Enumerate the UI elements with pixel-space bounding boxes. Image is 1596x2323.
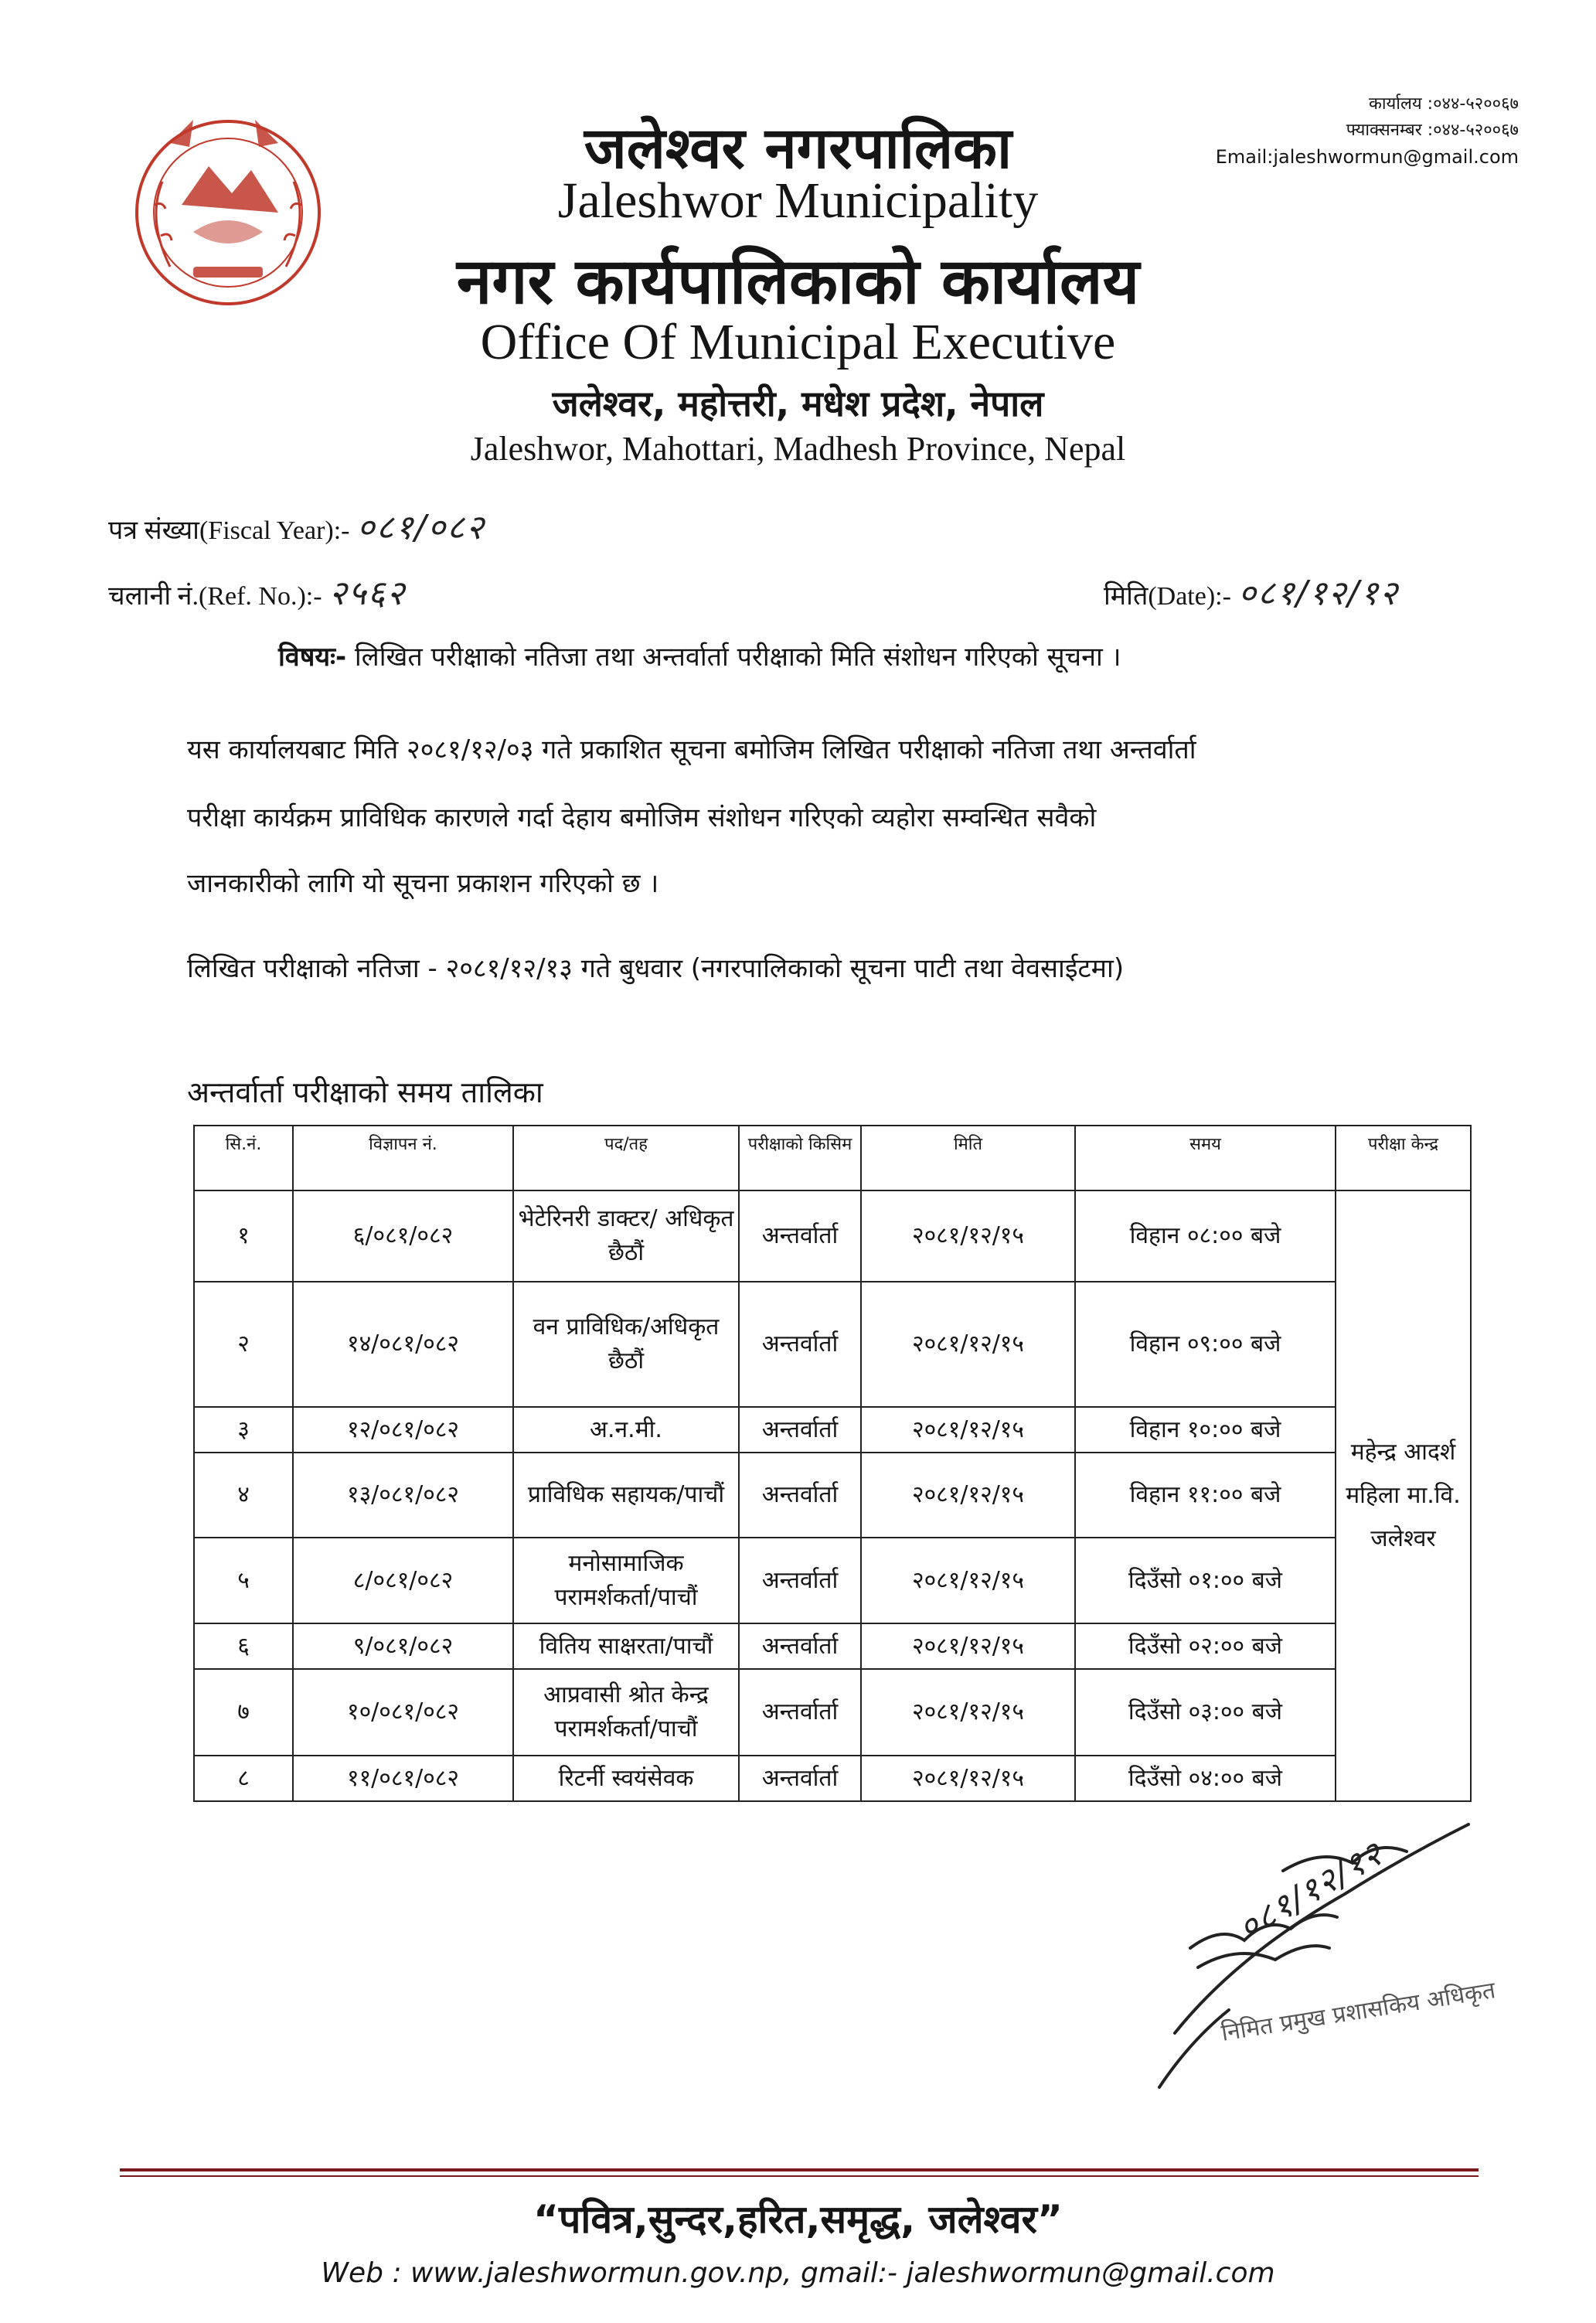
ref-number-field [108,568,406,615]
handwritten-signature [1144,1778,1515,2103]
footer-web-contact: Web : www.jaleshwormun.gov.np, gmail:- jaleshwormun@gmail.com [321,2257,1275,2289]
municipality-name-nepali: जलेश्वर नगरपालिका [584,115,1012,182]
cell-date: २०८१/१२/१५ [861,1669,1075,1756]
table-row [194,1669,1471,1756]
cell-ad-number: १४/०८१/०८२ [293,1282,513,1407]
cell-post: वन प्राविधिक/अधिकृत छैठौं [513,1282,739,1407]
cell-date: २०८१/१२/१५ [861,1407,1075,1453]
cell-sn: ८ [194,1756,293,1801]
cell-ad-number: १०/०८१/०८२ [293,1669,513,1756]
cell-exam-type: अन्तर्वार्ता [739,1282,861,1407]
cell-time: दिउँसो ०४:०० बजे [1075,1756,1336,1801]
schedule-caption: अन्तर्वार्ता परीक्षाको समय तालिका [187,1075,543,1109]
cell-date: २०८१/१२/१५ [861,1282,1075,1407]
cell-exam-type: अन्तर्वार्ता [739,1623,861,1669]
cell-post: आप्रवासी श्रोत केन्द्र परामर्शकर्ता/पाचौं [513,1669,739,1756]
cell-time: दिउँसो ०१:०० बजे [1075,1538,1336,1624]
table-row [194,1453,1471,1538]
cell-date: २०८१/१२/१५ [861,1756,1075,1801]
cell-post: मनोसामाजिक परामर्शकर्ता/पाचौं [513,1538,739,1624]
contact-block [1216,91,1519,170]
officer-stamp: निमित प्रमुख प्रशासकिय अधिकृत [1219,1977,1498,2047]
cell-post: रिटर्नी स्वयंसेवक [513,1756,739,1801]
cell-sn: २ [194,1282,293,1407]
cell-date: २०८१/१२/१५ [861,1453,1075,1538]
cell-date: २०८१/१२/१५ [861,1538,1075,1624]
fiscal-year-field [108,502,485,549]
header-time: समय [1075,1126,1336,1190]
fiscal-year-label: पत्र संख्या(Fiscal Year):- [108,516,350,545]
interview-schedule-table [193,1125,1472,1802]
footer-rule-thin [120,2175,1479,2177]
cell-time: विहान ०९:०० बजे [1075,1282,1336,1407]
cell-time: विहान ०८:०० बजे [1075,1190,1336,1282]
cell-sn: ५ [194,1538,293,1624]
table-row [194,1282,1471,1407]
written-result-line: लिखित परीक्षाको नतिजा - २०८१/१२/१३ गते बुधवार (नगरपालिकाको सूचना पाटी तथा वेवसाईटमा) [187,953,1125,984]
subject-label: विषयः- [278,642,347,673]
footer-slogan: “पवित्र,सुन्दर,हरित,समृद्ध, जलेश्वर” [533,2197,1063,2242]
cell-exam-type: अन्तर्वार्ता [739,1190,861,1282]
table-row [194,1190,1471,1282]
body-line-2: परीक्षा कार्यक्रम प्राविधिक कारणले गर्दा देहाय बमोजिम संशोधन गरिएको व्यहोरा सम्वन्धित सवैको [187,802,1097,833]
date-label: मिति(Date):- [1104,582,1231,611]
cell-exam-type: अन्तर्वार्ता [739,1453,861,1538]
cell-ad-number: १३/०८१/०८२ [293,1453,513,1538]
address-nepali: जलेश्वर, महोत्तरी, मधेश प्रदेश, नेपाल [552,383,1044,424]
address-english: Jaleshwor, Mahottari, Madhesh Province, Nepal [470,430,1126,468]
table-header-row [194,1126,1471,1190]
header-center: परीक्षा केन्द्र [1336,1126,1471,1190]
header-date: मिति [861,1126,1075,1190]
office-name-nepali: नगर कार्यपालिकाको कार्यालय [456,245,1140,318]
cell-time: दिउँसो ०२:०० बजे [1075,1623,1336,1669]
cell-ad-number: ८/०८१/०८२ [293,1538,513,1624]
cell-ad-number: ११/०८१/०८२ [293,1756,513,1801]
cell-sn: १ [194,1190,293,1282]
cell-exam-type: अन्तर्वार्ता [739,1407,861,1453]
cell-time: विहान १०:०० बजे [1075,1407,1336,1453]
cell-post: अ.न.मी. [513,1407,739,1453]
cell-exam-type: अन्तर्वार्ता [739,1538,861,1624]
office-name-english: Office Of Municipal Executive [480,314,1116,370]
contact-email: Email:jaleshwormun@gmail.com [1215,146,1519,168]
table-row [194,1623,1471,1669]
header-sn: सि.नं. [194,1126,293,1190]
cell-sn: ७ [194,1669,293,1756]
signature-date: ०८१/१२/१२ [1231,1834,1390,1949]
cell-exam-center: महेन्द्र आदर्श महिला मा.वि. जलेश्वर [1336,1190,1471,1801]
cell-exam-type: अन्तर्वार्ता [739,1669,861,1756]
table-row [194,1538,1471,1624]
cell-time: विहान ११:०० बजे [1075,1453,1336,1538]
cell-ad-number: ९/०८१/०८२ [293,1623,513,1669]
cell-sn: ३ [194,1407,293,1453]
cell-post: वितिय साक्षरता/पाचौं [513,1623,739,1669]
cell-sn: ६ [194,1623,293,1669]
date-value: ०८१/१२/१२ [1238,574,1399,613]
subject-text: लिखित परीक्षाको नतिजा तथा अन्तर्वार्ता परीक्षाको मिति संशोधन गरिएको सूचना । [354,642,1121,673]
table-row [194,1407,1471,1453]
cell-ad-number: १२/०८१/०८२ [293,1407,513,1453]
header-post: पद/तह [513,1126,739,1190]
municipality-name-english: Jaleshwor Municipality [557,172,1039,229]
cell-post: प्राविधिक सहायक/पाचौं [513,1453,739,1538]
header-ad-number: विज्ञापन नं. [293,1126,513,1190]
fax-number: फ्याक्सनम्बर :०४४-५२००६७ [1346,121,1519,140]
cell-date: २०८१/१२/१५ [861,1623,1075,1669]
cell-post: भेटेरिनरी डाक्टर/ अधिकृत छैठौं [513,1190,739,1282]
subject-line [278,638,1121,673]
ref-number-value: २५६२ [328,574,407,613]
cell-sn: ४ [194,1453,293,1538]
cell-date: २०८१/१२/१५ [861,1190,1075,1282]
cell-ad-number: ६/०८१/०८२ [293,1190,513,1282]
body-line-3: जानकारीको लागि यो सूचना प्रकाशन गरिएको छ । [187,868,659,899]
cell-exam-type: अन्तर्वार्ता [739,1756,861,1801]
office-phone: कार्यालय :०४४-५२००६७ [1368,94,1519,114]
body-line-1: यस कार्यालयबाट मिति २०८१/१२/०३ गते प्रकाशित सूचना बमोजिम लिखित परीक्षाको नतिजा तथा अन्तर्वार्ता [187,734,1196,765]
footer-rule-thick [120,2168,1479,2171]
ref-number-label: चलानी नं.(Ref. No.):- [108,582,322,611]
cell-time: दिउँसो ०३:०० बजे [1075,1669,1336,1756]
date-field [1104,568,1399,615]
fiscal-year-value: ०८१/०८२ [356,508,485,547]
header-exam-type: परीक्षाको किसिम [739,1126,861,1190]
